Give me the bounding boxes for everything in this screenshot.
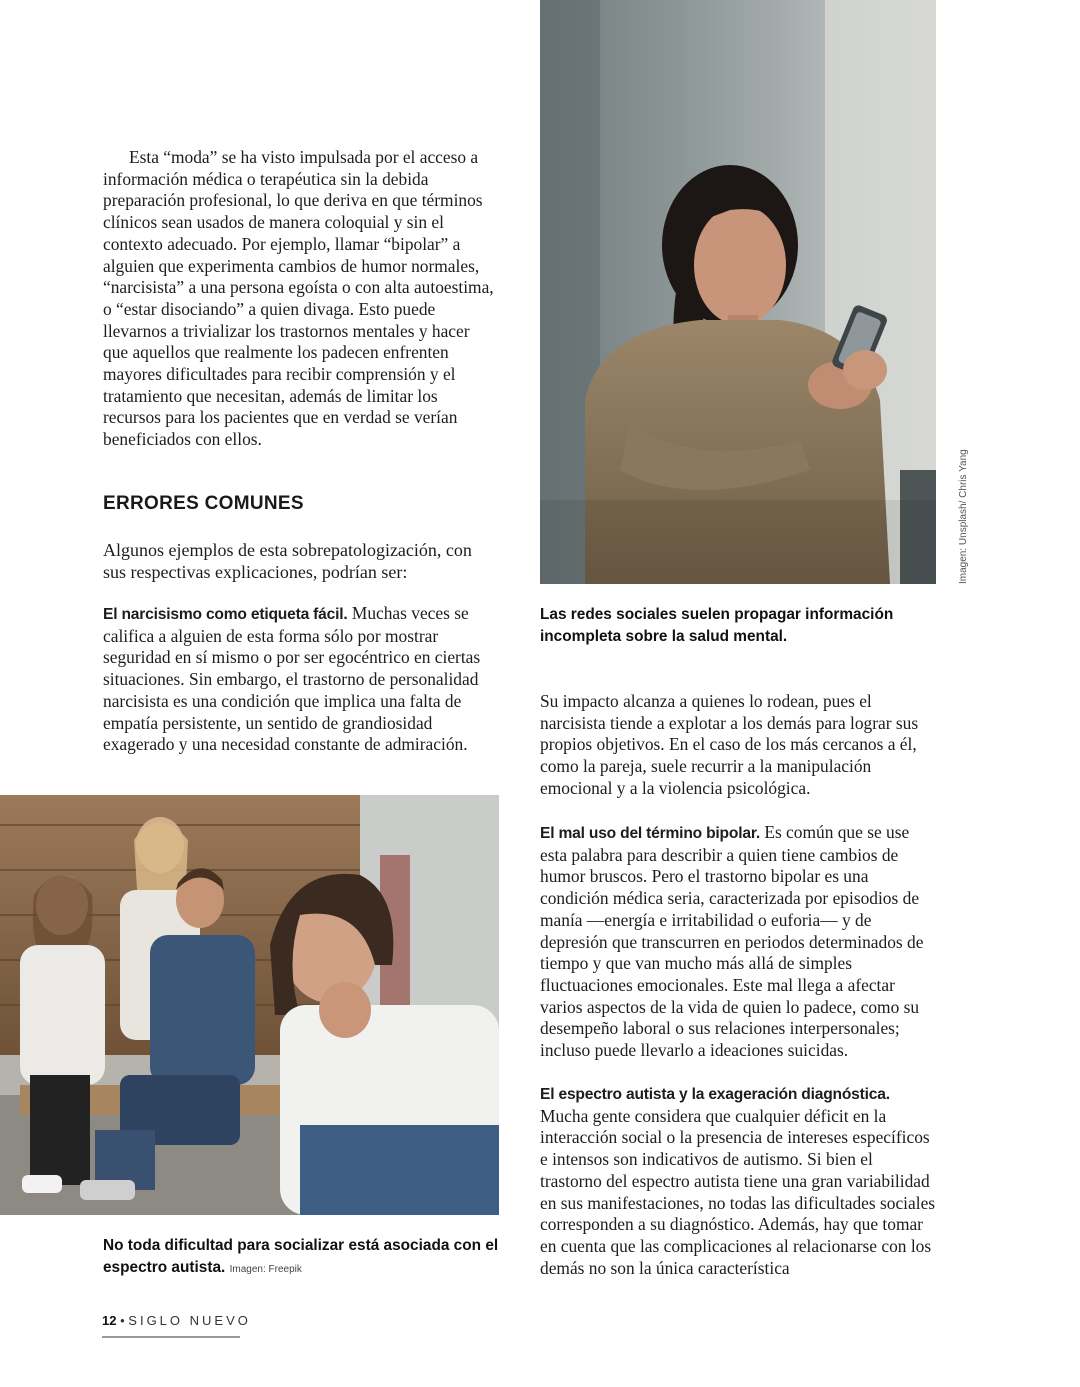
magazine-name: SIGLO NUEVO	[128, 1313, 251, 1328]
body-paragraph-narcisismo	[103, 603, 501, 756]
photo-top-credit: Imagen: Unsplash/ Chris Yang	[958, 449, 969, 584]
body-paragraph-impacto: Su impacto alcanza a quienes lo rodean, pues el narcisista tiende a explotar a los demás para lograr sus propios objetivos. En el caso de los más cercanos a él, como la pareja, suele recurrir a la manipulación emocional y a la violencia psicológica.	[540, 691, 919, 798]
body-paragraph-bipolar	[540, 822, 938, 1062]
page-number: 12	[102, 1313, 117, 1328]
footer-separator: •	[120, 1313, 125, 1328]
photo-group-friends-illustration	[0, 795, 499, 1215]
lead-bipolar: El mal uso del término bipolar.	[540, 825, 760, 842]
lead-narcisismo: El narcisismo como etiqueta fácil.	[103, 606, 348, 623]
body-paragraph-autismo	[540, 1083, 938, 1278]
photo-bottom-caption	[103, 1235, 503, 1281]
photo-bottom-credit: Imagen: Freepik	[229, 1264, 302, 1275]
photo-bottom-caption-text: No toda dificultad para socializar está asociada con el espectro autista.	[103, 1237, 499, 1276]
body-paragraph-moda: Esta “moda” se ha visto impulsada por el acceso a información médica o terapéutica sin la debida preparación profesional, lo que deriva en que términos clínicos sean usados de manera coloquial y sin el contexto adecuado. Por ejemplo, llamar “bipolar” a alguien que experimenta cambios de humor normales, “narcisista” a una persona egoísta o con alta autoestima, o “estar disociando” a quien divaga. Esto puede llevarnos a trivializar los trastornos mentales y hacer que aquellos que realmente los padecen enfrenten mayores dificultades para recibir comprensión y el tratamiento que necesitan, además de limitar los recursos para los pacientes que en verdad se verían beneficiados con ellos.	[103, 147, 494, 450]
text-bipolar: Es común que se use esta palabra para describir a quien tiene cambios de humor bruscos. Pero el trastorno bipolar es una condición médica seria, caracterizada por episodios de manía —energía e irritabilidad o euforia— y de depresión que transcurren en periodos determinados de tiempo y que van mucho más allá de simples fluctuaciones emocionales. Este mal llega a afectar varios aspectos de la vida de quien lo padece, como su desempeño laboral o sus relaciones interpersonales; incluso puede llevarlo a ideaciones suicidas.	[540, 822, 924, 1061]
text-autismo: Mucha gente considera que cualquier déficit en la interacción social o la presencia de intereses específicos e intensos son indicativos de autismo. Si bien el trastorno del espectro autista tiene una gran variabilidad en sus manifestaciones, no todas las dificultades sociales corresponden a su diagnóstico. Además, hay que tomar en cuenta que las complicaciones al relacionarse con los demás no son la única característica	[540, 1105, 936, 1278]
body-paragraph-intro: Algunos ejemplos de esta sobrepatologización, con sus respectivas explicaciones, podrían ser:	[103, 540, 472, 582]
page-footer	[102, 1313, 251, 1328]
photo-woman-phone-illustration	[540, 0, 936, 584]
footer-rule	[102, 1336, 240, 1338]
lead-autismo: El espectro autista y la exageración diagnóstica.	[540, 1086, 890, 1103]
photo-top-caption: Las redes sociales suelen propagar información incompleta sobre la salud mental.	[540, 606, 894, 645]
photo-group-friends	[0, 795, 499, 1215]
photo-woman-phone	[540, 0, 936, 584]
section-heading: ERRORES COMUNES	[103, 493, 304, 514]
text-narcisismo: Muchas veces se califica a alguien de esta forma sólo por mostrar seguridad en sí mismo o por ser egocéntrico en ciertas situaciones. Sin embargo, el trastorno de personalidad narcisista es una condición que implica una falta de empatía persistente, un sentido de grandiosidad exagerado y una necesidad constante de admiración.	[103, 603, 481, 755]
